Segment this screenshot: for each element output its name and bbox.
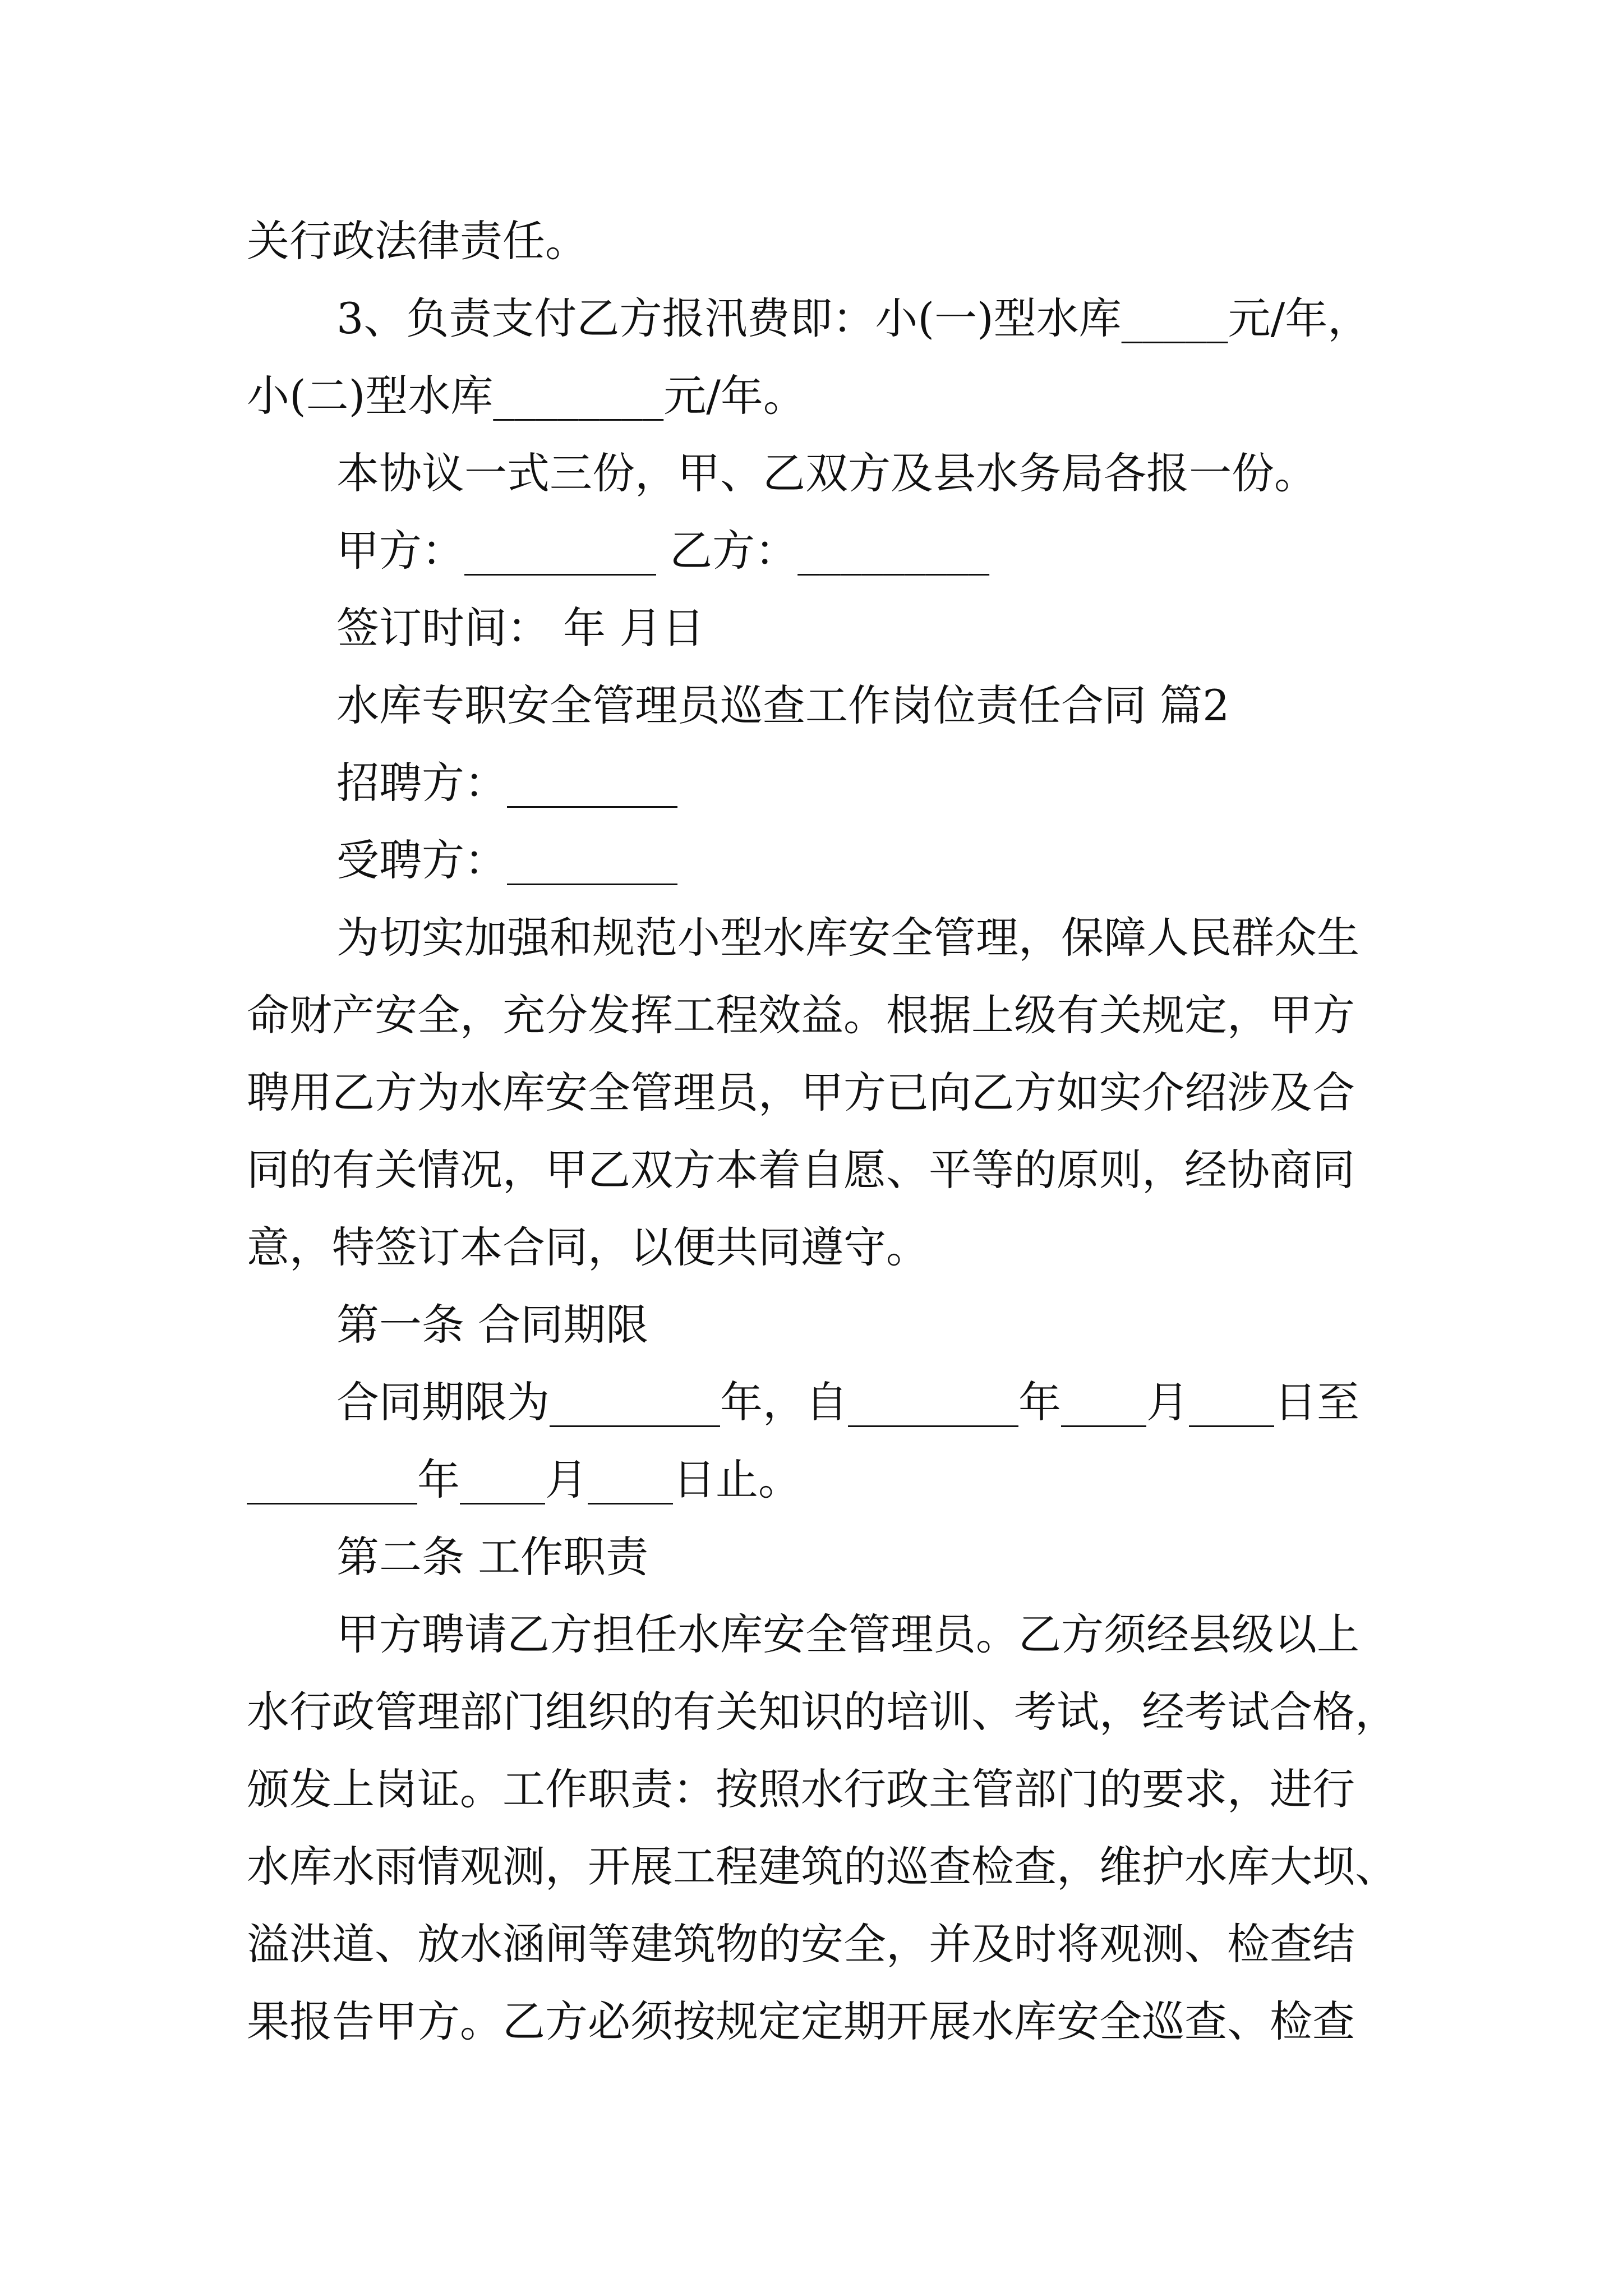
text-line: 水库水雨情观测，开展工程建筑的巡查检查，维护水库大坝、 bbox=[247, 1842, 1398, 1892]
text-line: 溢洪道、放水涵闸等建筑物的安全，并及时将观测、检查结 bbox=[247, 1919, 1355, 1969]
text-line: ________年____月____日止。 bbox=[247, 1455, 801, 1504]
text-line: 果报告甲方。乙方必须按规定定期开展水库安全巡查、检查 bbox=[247, 1996, 1355, 2046]
article-heading: 第二条 工作职责 bbox=[336, 1532, 649, 1582]
text-line: 合同期限为________年，自________年____月____日至 bbox=[336, 1377, 1359, 1427]
text-line: 意，特签订本合同，以便共同遵守。 bbox=[247, 1222, 929, 1272]
text-line: 关行政法律责任。 bbox=[247, 216, 588, 266]
text-line: 招聘方：________ bbox=[336, 758, 677, 808]
text-line: 小(二)型水库________元/年。 bbox=[247, 371, 806, 421]
text-line: 水行政管理部门组织的有关知识的培训、考试，经考试合格， bbox=[247, 1687, 1398, 1737]
text-line: 签订时间： 年 月日 bbox=[336, 603, 705, 653]
text-line: 同的有关情况，甲乙双方本着自愿、平等的原则，经协商同 bbox=[247, 1145, 1355, 1195]
text-line: 3、负责支付乙方报汛费即：小(一)型水库_____元/年， bbox=[336, 293, 1371, 343]
text-line: 命财产安全，充分发挥工程效益。根据上级有关规定，甲方 bbox=[247, 990, 1355, 1040]
text-line: 聘用乙方为水库安全管理员，甲方已向乙方如实介绍涉及合 bbox=[247, 1068, 1355, 1117]
article-heading: 第一条 合同期限 bbox=[336, 1300, 649, 1350]
text-line: 甲方聘请乙方担任水库安全管理员。乙方须经县级以上 bbox=[336, 1609, 1359, 1659]
text-line: 甲方：_________ 乙方：_________ bbox=[336, 526, 990, 576]
text-line: 受聘方：________ bbox=[336, 835, 677, 885]
section-heading: 水库专职安全管理员巡查工作岗位责任合同 篇2 bbox=[336, 680, 1230, 730]
text-line: 颁发上岗证。工作职责：按照水行政主管部门的要求，进行 bbox=[247, 1764, 1355, 1814]
text-line: 为切实加强和规范小型水库安全管理，保障人民群众生 bbox=[336, 913, 1359, 963]
text-line: 本协议一式三份，甲、乙双方及县水务局各报一份。 bbox=[336, 448, 1317, 498]
